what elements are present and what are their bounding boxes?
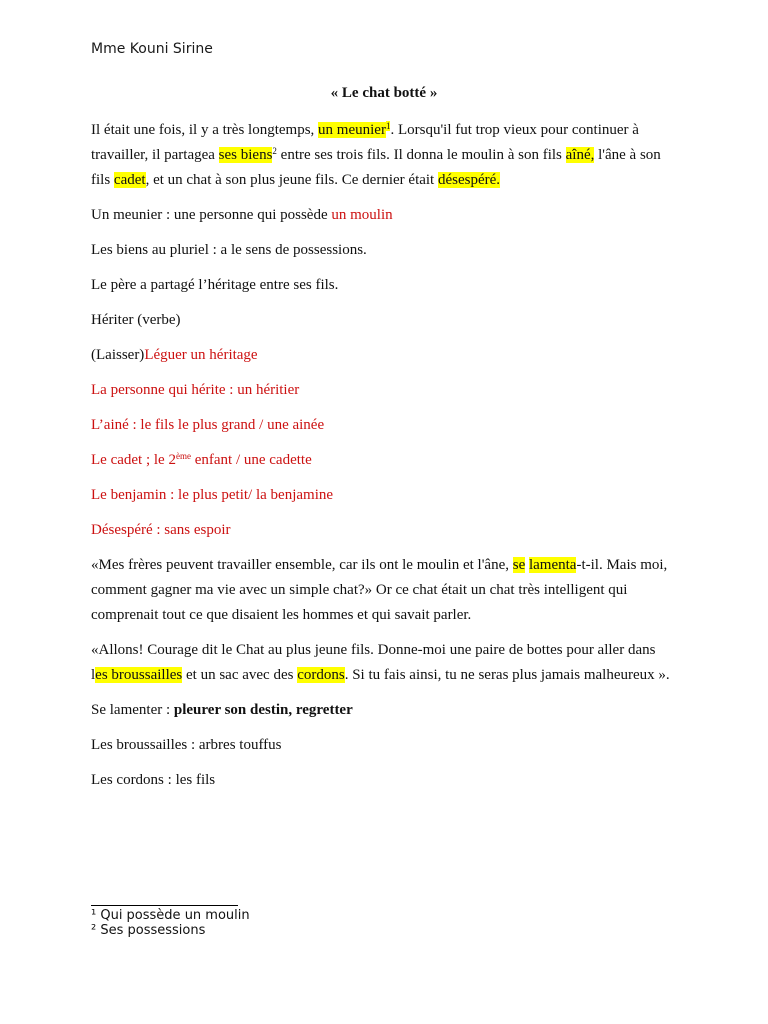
text-span: (Laisser): [91, 347, 145, 363]
vocab-aine: L’ainé : le fils le plus grand / une ainée: [91, 417, 325, 433]
red-text: un moulin: [331, 207, 393, 223]
vocab-cadet: [91, 448, 671, 473]
vocab-heritier: La personne qui hérite : un héritier: [91, 382, 300, 398]
footnotes: [91, 908, 250, 938]
vocab-pere: Le père a partagé l’héritage entre ses fils.: [91, 277, 339, 293]
vocab-desespere: Désespéré : sans espoir: [91, 522, 231, 538]
text-span: l'âne à son fils: [91, 147, 661, 188]
vocab-heriter: Hériter (verbe): [91, 312, 181, 328]
footnote-2: ² Ses possessions: [91, 923, 206, 938]
text-span: enfant / une cadette: [190, 452, 312, 468]
paragraph-intro: [91, 118, 671, 193]
text-span: et un sac avec des: [182, 667, 298, 683]
footnote-ref-1: 1: [385, 121, 391, 131]
vocab-broussailles: Les broussailles : arbres touffus: [91, 737, 282, 753]
text-span: Se lamenter :: [91, 702, 174, 718]
highlight-meunier: un meunier: [318, 122, 386, 138]
highlight-aine: aîné,: [565, 147, 595, 163]
vocab-lamenter: [91, 698, 671, 723]
text-span: . Si tu fais ainsi, tu ne seras plus jamais malheureux ».: [344, 667, 670, 683]
highlight-desespere: désespéré.: [437, 172, 501, 188]
text-span: Un meunier : une personne qui possède: [91, 207, 332, 223]
footnote-ref-2: 2: [272, 146, 277, 156]
footnote-1: ¹ Qui possède un moulin: [91, 908, 250, 923]
paragraph-courage: [91, 638, 671, 688]
vocab-cordons: Les cordons : les fils: [91, 772, 216, 788]
highlight-broussailles: es broussailles: [95, 667, 183, 683]
vocab-benjamin: Le benjamin : le plus petit/ la benjamine: [91, 487, 334, 503]
text-span: . Lorsqu'il fut trop vieux pour continuer à travailler, il partagea: [91, 122, 639, 163]
footnote-separator: [91, 905, 238, 906]
vocab-meunier: [91, 203, 671, 228]
red-text: Léguer un héritage: [144, 347, 258, 363]
author-header: Mme Kouni Sirine: [91, 41, 213, 57]
highlight-cadet: cadet: [113, 172, 146, 188]
bold-definition: pleurer son destin, regretter: [173, 702, 353, 718]
highlight-cordons: cordons: [297, 667, 345, 683]
ordinal-superscript: ème: [175, 451, 191, 461]
text-span: Il était une fois, il y a très longtemps,: [91, 122, 319, 138]
document-body: [91, 118, 671, 803]
text-span: «Mes frères peuvent travailler ensemble, car ils ont le moulin et l'âne,: [91, 557, 513, 573]
highlight-lamenta: lamenta: [528, 557, 577, 573]
paragraph-lamentation: [91, 553, 671, 628]
text-span: «Allons! Courage dit le Chat au plus jeune fils. Donne-moi une paire de bottes pour aller dans l: [91, 642, 656, 683]
highlight-ses-biens: ses biens: [218, 147, 273, 163]
highlight-se: se: [512, 557, 526, 573]
text-span: -t-il. Mais moi, comment gagner ma vie avec un simple chat?» Or ce chat était un chat très intelligent qui comprenait tout ce que disaient les hommes et qui savait parler.: [91, 557, 668, 623]
text-span: Le cadet ; le 2: [91, 452, 176, 468]
story-title: « Le chat botté »: [330, 85, 438, 101]
vocab-leguer: [91, 343, 671, 368]
text-span: entre ses trois fils. Il donna le moulin à son fils: [276, 147, 566, 163]
text-span: , et un chat à son plus jeune fils. Ce dernier était: [145, 172, 438, 188]
vocab-biens: Les biens au pluriel : a le sens de possessions.: [91, 242, 367, 258]
